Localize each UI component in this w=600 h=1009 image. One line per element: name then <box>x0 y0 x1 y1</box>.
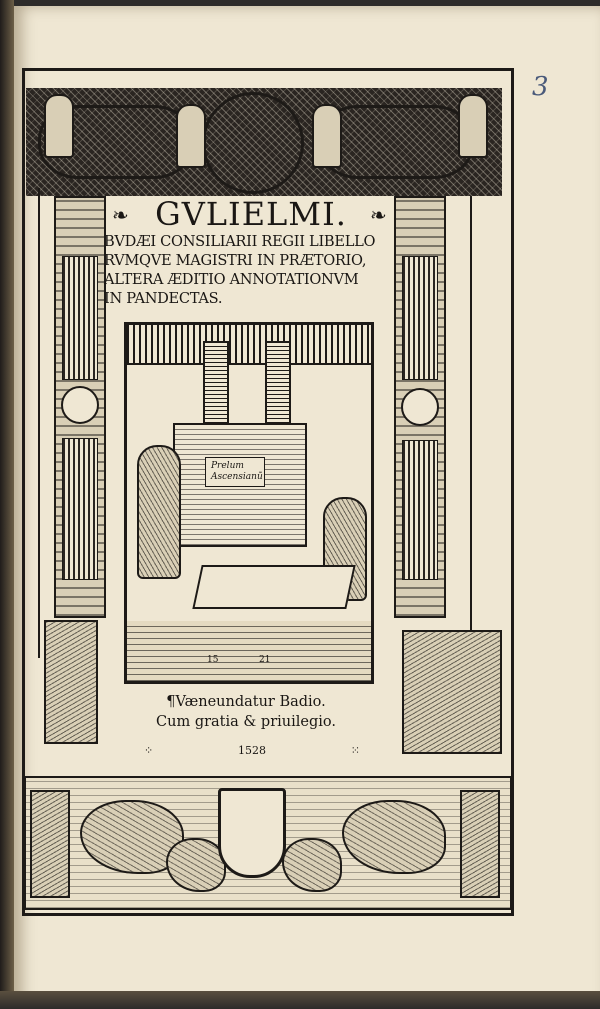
woodcut-press-sign <box>205 457 265 487</box>
folio-number: 3 <box>532 72 549 102</box>
right-pillar-shaft-upper <box>402 256 438 380</box>
left-pillar <box>54 196 106 618</box>
title-line-1: BVDÆI CONSILIARII REGII LIBELLO <box>104 233 376 250</box>
right-margin-candelabrum <box>470 196 486 636</box>
bottom-left-figure <box>30 790 70 898</box>
scholar-medallion <box>202 92 304 194</box>
woodcut-number-right: 21 <box>259 655 271 665</box>
fleuron-left: ❧ <box>112 203 129 227</box>
publication-year: 1528 <box>238 744 266 757</box>
year-ornament-left: ⁘ <box>144 744 154 757</box>
title-author: GVLIELMI. <box>155 195 347 233</box>
woodcut-press-carriage <box>192 565 355 609</box>
putto-left <box>44 94 74 158</box>
right-pillar-shaft-lower <box>402 440 438 580</box>
left-pedestal-figure <box>44 620 98 744</box>
book-lower-edge <box>0 991 600 1009</box>
woodcut-number-left: 15 <box>207 655 219 665</box>
lion-right <box>312 104 342 168</box>
right-pedestal-figures <box>402 630 502 754</box>
printing-press-woodcut <box>124 322 374 684</box>
woodcut-ceiling-beams <box>127 325 371 365</box>
left-margin-candelabrum <box>38 188 54 658</box>
woodcut-press-screw-left <box>203 341 229 433</box>
woodcut-floor <box>127 621 371 681</box>
woodcut-pressman <box>137 445 181 579</box>
right-pillar <box>394 196 446 618</box>
book-gutter <box>0 0 14 1009</box>
title-block <box>104 196 398 308</box>
imprint-line-1: ¶Væneundatur Badio. <box>166 694 326 710</box>
blank-escutcheon <box>218 788 286 878</box>
title-line-2: RVMQVE MAGISTRI IN PRÆTORIO, <box>104 252 367 269</box>
woodcut-sign-line-2: Ascensianũ <box>211 472 263 482</box>
lion-left <box>176 104 206 168</box>
woodcut-press-screw-right <box>265 341 291 433</box>
imprint <box>124 692 368 732</box>
woodcut-sign-line-1: Prelum <box>211 461 244 471</box>
imprint-line-2: Cum gratia & priuilegio. <box>156 714 336 730</box>
putto-right <box>458 94 488 158</box>
left-pillar-portrait <box>61 386 99 424</box>
bottom-right-figure <box>460 790 500 898</box>
left-pillar-shaft-upper <box>62 256 98 380</box>
right-pillar-portrait <box>401 388 439 426</box>
title-line-4: IN PANDECTAS. <box>104 290 223 307</box>
year-ornament-right: ⁙ <box>350 744 360 757</box>
fleuron-right: ❧ <box>370 203 387 227</box>
year-line <box>144 744 360 757</box>
title-line-3: ALTERA ÆDITIO ANNOTATIONVM <box>104 271 359 288</box>
left-pillar-shaft-lower <box>62 438 98 580</box>
